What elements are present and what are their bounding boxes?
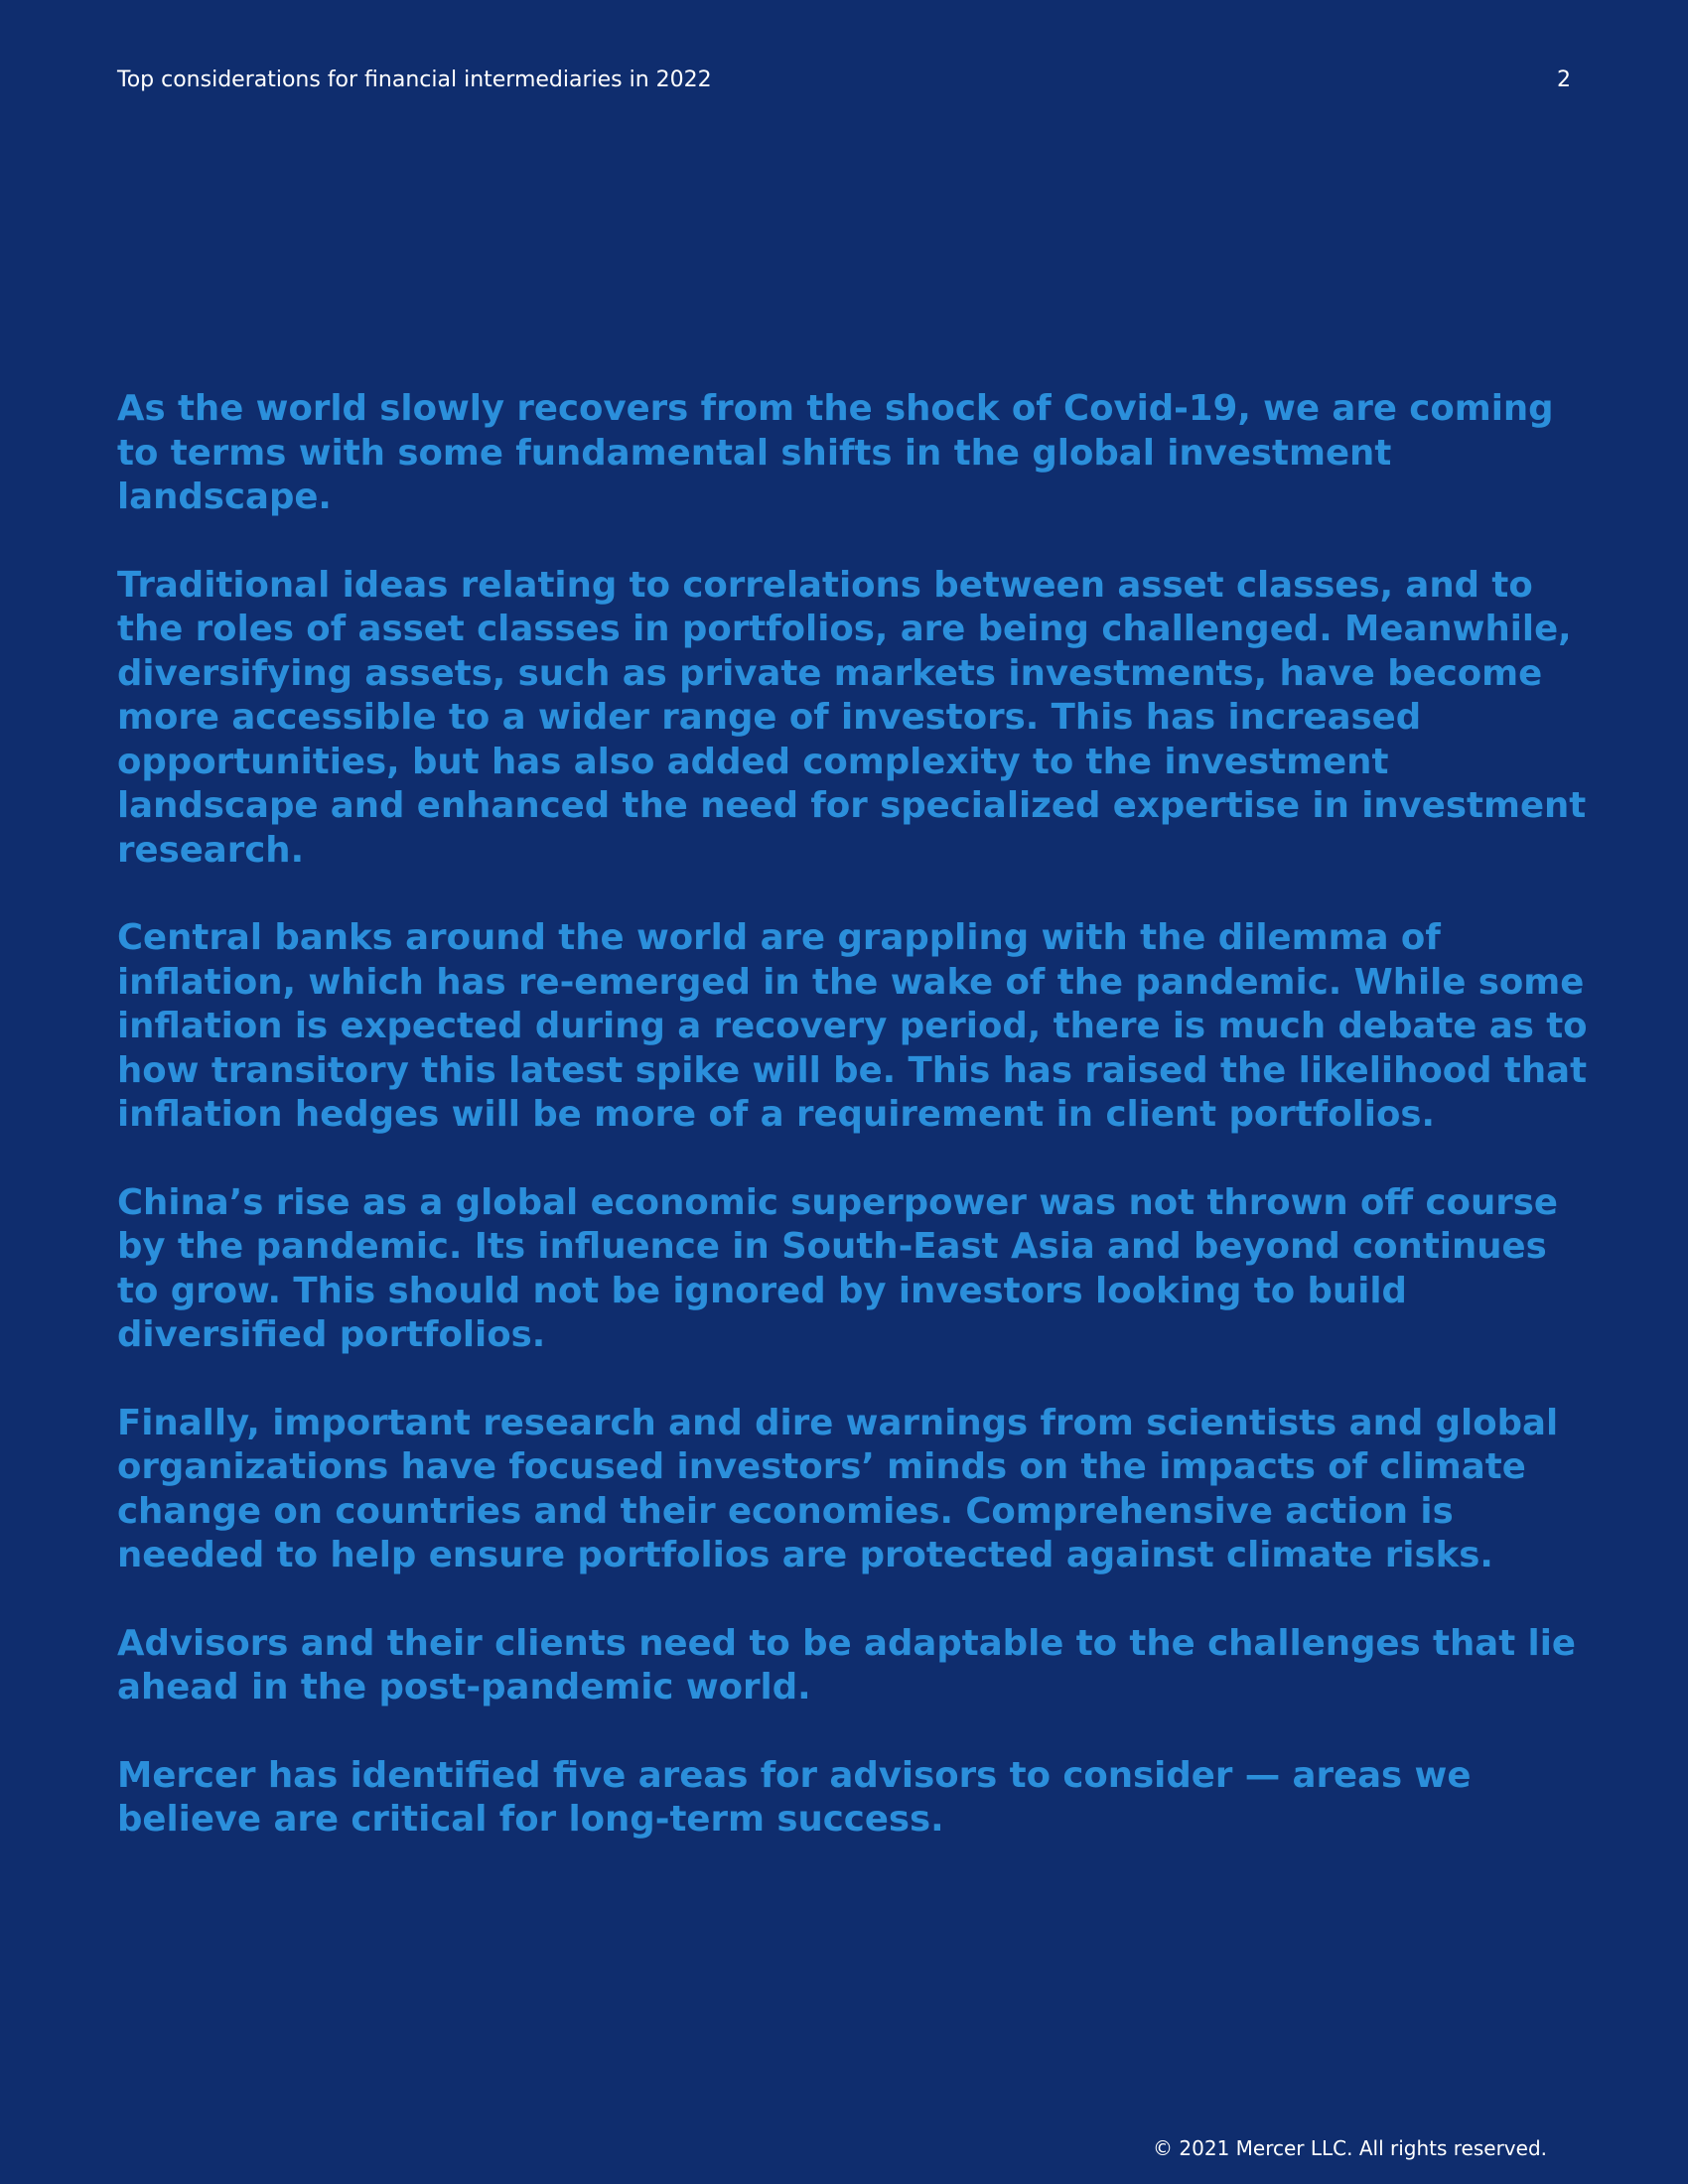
body-text bbox=[117, 387, 1597, 1843]
paragraph: Traditional ideas relating to correlations between asset classes, and to the roles of asset classes in portfolios, are being challenged. Meanwhile, diversifying assets, such as private markets investments, have become more accessible to a wider range of investors. This has increased opportunities, but has also added complexity to the investment landscape and enhanced the need for specialized expertise in investment research. bbox=[117, 564, 1587, 871]
paragraph: China’s rise as a global economic superpower was not thrown off course by the pandemic. Its influence in South-East Asia and beyond continues to grow. This should not be ignored by investors looking to build diversified portfolios. bbox=[117, 1181, 1558, 1355]
paragraph: Finally, important research and dire warnings from scientists and global organizations have focused investors’ minds on the impacts of climate change on countries and their economies. Comprehensive action is needed to help ensure portfolios are protected against climate risks. bbox=[117, 1402, 1559, 1575]
paragraph: Central banks around the world are grappling with the dilemma of inflation, which has re-emerged in the wake of the pandemic. While some inflation is expected during a recovery period, there is much debate as to how transitory this latest spike will be. This has raised the likelihood that inflation hedges will be more of a requirement in client portfolios. bbox=[117, 917, 1588, 1135]
paragraph: Mercer has identified five areas for advisors to consider — areas we believe are critical for long-term success. bbox=[117, 1754, 1472, 1840]
copyright-notice: © 2021 Mercer LLC. All rights reserved. bbox=[1153, 2136, 1547, 2160]
paragraph: Advisors and their clients need to be adaptable to the challenges that lie ahead in the post-pandemic world. bbox=[117, 1622, 1576, 1707]
paragraph: As the world slowly recovers from the shock of Covid-19, we are coming to terms with some fundamental shifts in the global investment landscape. bbox=[117, 388, 1554, 517]
running-header-title: Top considerations for financial intermediaries in 2022 bbox=[117, 68, 712, 92]
page-number: 2 bbox=[1557, 68, 1571, 92]
